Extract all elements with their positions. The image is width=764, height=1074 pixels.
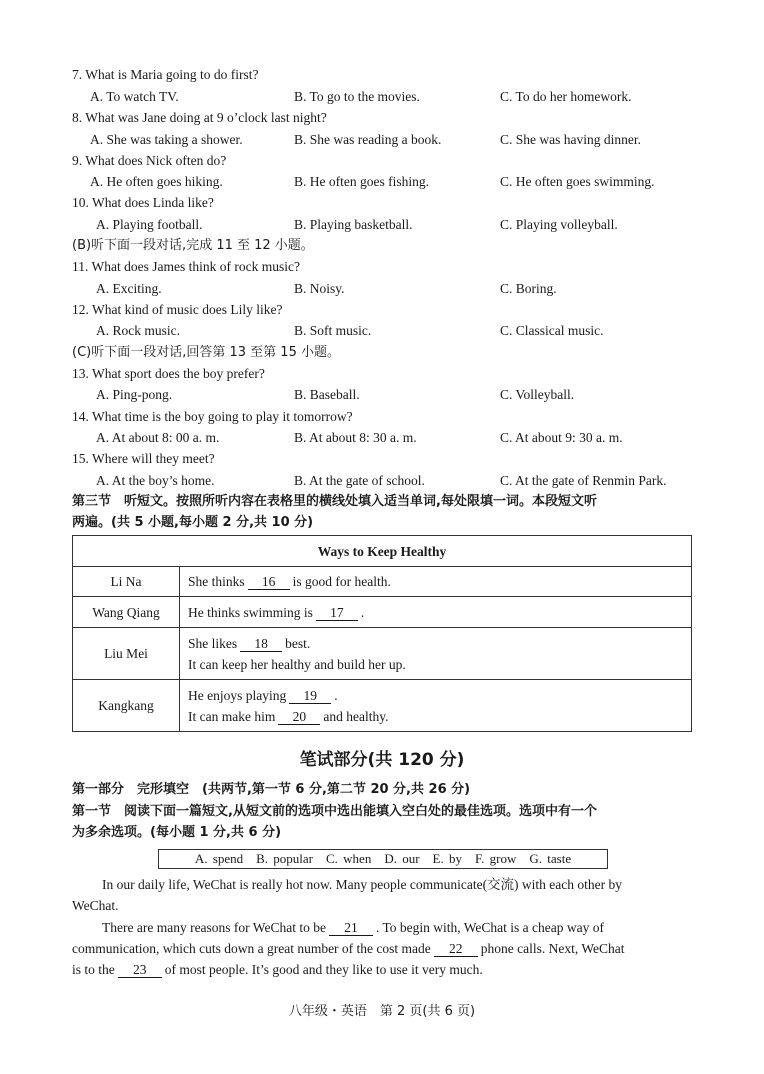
question-11: 11. What does James think of rock music? (72, 259, 300, 274)
part1-heading: 第一部分 完形填空 (共两节,第一节 6 分,第二节 20 分,共 26 分) (72, 782, 471, 797)
option-14c: C. At about 9: 30 a. m. (500, 430, 623, 445)
answer-blank-20[interactable]: 20 (278, 709, 320, 725)
instruction-c: (C)听下面一段对话,回答第 13 至第 15 小题。 (72, 345, 340, 360)
table-row-name: Li Na (73, 567, 180, 597)
question-13: 13. What sport does the boy prefer? (72, 366, 265, 381)
option-14a: A. At about 8: 00 a. m. (96, 430, 220, 445)
instruction-b: (B)听下面一段对话,完成 11 至 12 小题。 (72, 238, 314, 253)
option-7c: C. To do her homework. (500, 89, 632, 104)
table-row-text: She thinks 16 is good for health. (180, 567, 692, 597)
option-11b: B. Noisy. (294, 281, 345, 296)
table-row-text: She likes 18 best. It can keep her healthy and build her up. (180, 628, 692, 680)
option-10b: B. Playing basketball. (294, 217, 413, 232)
passage-p2-line3: is to the 23 of most people. It’s good and they like to use it very much. (72, 962, 483, 977)
table-row-name: Liu Mei (73, 628, 180, 680)
option-7a: A. To watch TV. (90, 89, 179, 104)
option-11c: C. Boring. (500, 281, 557, 296)
passage-p2-line1: There are many reasons for WeChat to be 21 . To begin with, WeChat is a cheap way of (102, 920, 604, 935)
option-10a: A. Playing football. (96, 217, 203, 232)
option-8c: C. She was having dinner. (500, 132, 641, 147)
question-15: 15. Where will they meet? (72, 451, 215, 466)
section1-instruction-line1: 第一节 阅读下面一篇短文,从短文前的选项中选出能填入空白处的最佳选项。选项中有一个 (72, 804, 597, 819)
option-15b: B. At the gate of school. (294, 473, 425, 488)
table-row-name: Kangkang (73, 680, 180, 732)
option-11a: A. Exciting. (96, 281, 162, 296)
question-12: 12. What kind of music does Lily like? (72, 302, 283, 317)
answer-blank-22[interactable]: 22 (434, 941, 478, 957)
table-row-text: He thinks swimming is 17 . (180, 597, 692, 628)
table-row-text: He enjoys playing 19 . It can make him 20 and healthy. (180, 680, 692, 732)
option-9a: A. He often goes hiking. (90, 174, 223, 189)
option-13b: B. Baseball. (294, 387, 360, 402)
question-9: 9. What does Nick often do? (72, 153, 227, 168)
passage-p1-line2: WeChat. (72, 898, 119, 913)
page-footer: 八年级・英语 第 2 页(共 6 页) (288, 1004, 476, 1019)
option-7b: B. To go to the movies. (294, 89, 420, 104)
option-15a: A. At the boy’s home. (96, 473, 215, 488)
section1-instruction-line2: 为多余选项。(每小题 1 分,共 6 分) (72, 825, 282, 840)
option-10c: C. Playing volleyball. (500, 217, 618, 232)
question-7: 7. What is Maria going to do first? (72, 67, 259, 82)
passage-p2-line2: communication, which cuts down a great number of the cost made 22 phone calls. Next, WeChat (72, 941, 625, 956)
answer-blank-21[interactable]: 21 (329, 920, 373, 936)
answer-blank-17[interactable]: 17 (316, 605, 358, 621)
option-12b: B. Soft music. (294, 323, 372, 338)
option-8b: B. She was reading a book. (294, 132, 442, 147)
section3-instruction-line1: 第三节 听短文。按照所听内容在表格里的横线处填入适当单词,每处限填一词。本段短文听 (72, 494, 597, 509)
option-13a: A. Ping-pong. (96, 387, 173, 402)
option-12c: C. Classical music. (500, 323, 604, 338)
answer-blank-19[interactable]: 19 (289, 688, 331, 704)
written-part-title: 笔试部分(共 120 分) (299, 750, 465, 770)
option-12a: A. Rock music. (96, 323, 180, 338)
passage-p1-line1: In our daily life, WeChat is really hot now. Many people communicate(交流) with each other by (102, 877, 623, 892)
option-13c: C. Volleyball. (500, 387, 575, 402)
option-14b: B. At about 8: 30 a. m. (294, 430, 417, 445)
question-14: 14. What time is the boy going to play it tomorrow? (72, 409, 353, 424)
option-8a: A. She was taking a shower. (90, 132, 243, 147)
option-9b: B. He often goes fishing. (294, 174, 429, 189)
word-options-box: A. spend B. popular C. when D. our E. by F. grow G. taste (158, 849, 608, 869)
question-8: 8. What was Jane doing at 9 o’clock last night? (72, 110, 327, 125)
section3-instruction-line2: 两遍。(共 5 小题,每小题 2 分,共 10 分) (72, 515, 314, 530)
option-15c: C. At the gate of Renmin Park. (500, 473, 667, 488)
healthy-ways-table (72, 535, 692, 732)
answer-blank-16[interactable]: 16 (248, 574, 290, 590)
table-title: Ways to Keep Healthy (73, 536, 692, 567)
answer-blank-18[interactable]: 18 (240, 636, 282, 652)
table-row-name: Wang Qiang (73, 597, 180, 628)
question-10: 10. What does Linda like? (72, 195, 214, 210)
option-9c: C. He often goes swimming. (500, 174, 655, 189)
answer-blank-23[interactable]: 23 (118, 962, 162, 978)
